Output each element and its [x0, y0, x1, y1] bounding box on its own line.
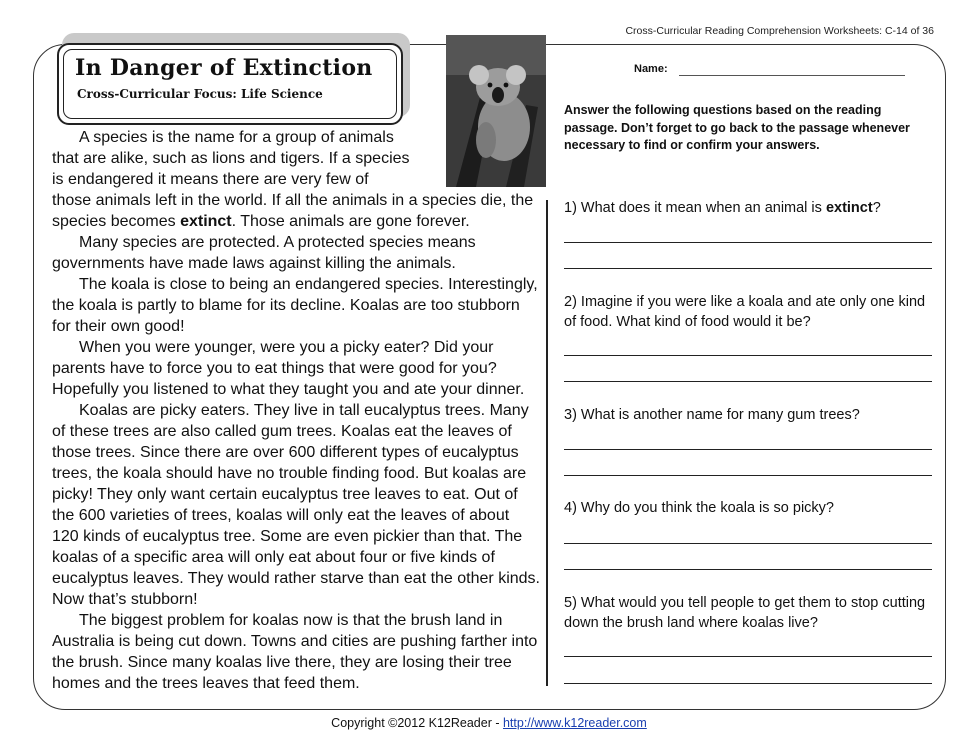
answer-line[interactable] [564, 683, 932, 684]
passage-paragraph-1: A species is the name for a group of animals that are alike, such as lions and tigers. If a species is endangered it means there are very few of those animals left in the world. If all the animals in a species die, the species becomes extinct. Those animals are gone forever. [52, 129, 534, 230]
passage-paragraph-2: Many species are protected. A protected species means governments have made laws against killing the animals. [52, 234, 476, 272]
passage-paragraph-6: The biggest problem for koalas now is that the brush land in Australia is being cut down. Towns and cities are pushing farther into the brush. Since many koalas live there, they are losing their tree homes and the trees leaves that feed them. [52, 612, 538, 692]
question-3: 3) What is another name for many gum trees? [564, 407, 860, 423]
copyright-text: Copyright ©2012 K12Reader - [331, 716, 503, 730]
question-1: 1) What does it mean when an animal is extinct? [564, 200, 881, 216]
answer-line[interactable] [564, 475, 932, 476]
answer-line[interactable] [564, 569, 932, 570]
answer-line[interactable] [564, 449, 932, 450]
question-2: 2) Imagine if you were like a koala and ate only one kind of food. What kind of food would it be? [564, 294, 926, 330]
question-4: 4) Why do you think the koala is so picky? [564, 500, 834, 516]
question-5: 5) What would you tell people to get them to stop cutting down the brush land where koalas live? [564, 595, 926, 631]
title-box [57, 43, 403, 125]
page-number-label: Cross-Curricular Reading Comprehension Worksheets: C-14 of 36 [625, 25, 934, 37]
passage-paragraph-5: Koalas are picky eaters. They live in tall eucalyptus trees. Many of these trees are also called gum trees. Koalas eat the leaves of those trees. Since there are over 600 different types of eucalyptus trees, the koala should have no trouble finding food. But koalas are picky! They only want certain eucalyptus tree leaves to eat. Out of the 600 varieties of trees, koalas will only eat the leaves of about 120 kinds of eucalyptus tree. Some are even pickier than that. The koalas of a specific area will only eat about four or five kinds of eucalyptus leaves. They would rather starve than eat the other kinds. Now that’s stubborn! [52, 402, 540, 608]
name-label: Name: [634, 63, 668, 75]
footer [0, 716, 978, 730]
answer-line[interactable] [564, 543, 932, 544]
name-answer-line[interactable] [679, 75, 905, 76]
bold-term-extinct: extinct [180, 213, 232, 230]
k12reader-link[interactable]: http://www.k12reader.com [502, 716, 647, 730]
passage-paragraph-3: The koala is close to being an endangered species. Interestingly, the koala is partly to blame for its decline. Koalas are too stubborn for their own good! [52, 276, 538, 335]
answer-line[interactable] [564, 656, 932, 657]
worksheet-subtitle: Cross-Curricular Focus: Life Science [77, 87, 323, 101]
instructions: Answer the following questions based on the reading passage. Don’t forget to go back to the passage whenever necessary to find or confirm your answers. [564, 103, 910, 152]
column-divider [546, 200, 548, 686]
answer-line[interactable] [564, 242, 932, 243]
answer-line[interactable] [564, 268, 932, 269]
passage-paragraph-4: When you were younger, were you a picky eater? Did your parents have to force you to eat things that were good for you? Hopefully you listened to what they taught you and ate your dinner. [52, 339, 525, 398]
answer-line[interactable] [564, 381, 932, 382]
reading-passage [52, 127, 540, 694]
answer-line[interactable] [564, 355, 932, 356]
worksheet-title: In Danger of Extinction [75, 55, 373, 81]
